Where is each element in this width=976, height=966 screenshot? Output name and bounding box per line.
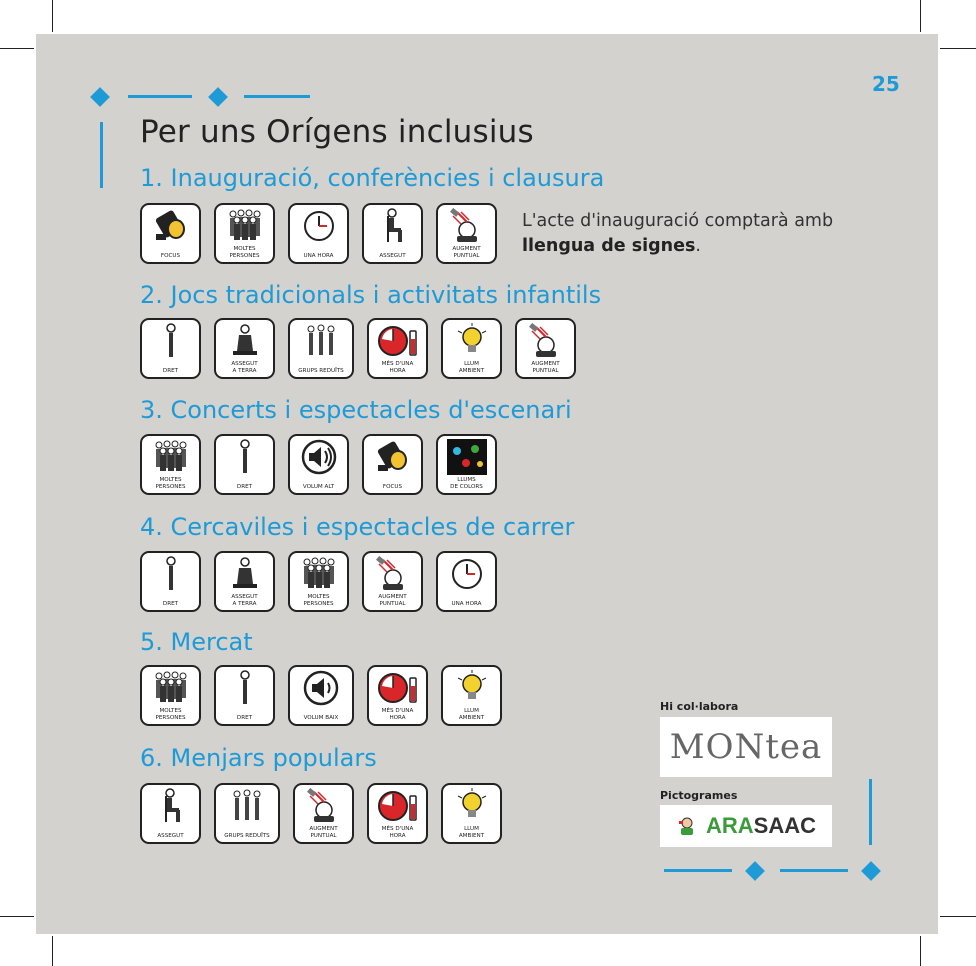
pictogram-card: [140, 203, 201, 264]
pictogram-label: UNA HORA: [451, 600, 482, 607]
spotlight-icon: [149, 208, 193, 244]
crop-mark: [940, 916, 976, 917]
section-heading: 2. Jocs tradicionals i activitats infantils: [140, 281, 602, 309]
pictogram-card: [140, 665, 201, 726]
pictogram-card: [362, 551, 423, 612]
pictogram-card: [436, 551, 497, 612]
section-heading: 1. Inauguració, conferències i clausura: [140, 164, 605, 192]
pictogram-label: MOLTES PERSONES: [155, 708, 186, 721]
page: [36, 34, 938, 934]
crop-mark: [52, 936, 53, 966]
crowd-icon: [223, 208, 267, 244]
noise-increase-icon: [371, 556, 415, 592]
pictogram-label: LLUMS DE COLORS: [450, 477, 483, 490]
volume-low-icon: [299, 670, 343, 706]
divider: [869, 779, 872, 845]
picto-row: [140, 318, 576, 379]
crop-mark: [52, 0, 53, 32]
diamond-icon: [745, 861, 765, 881]
pictogram-label: MÉS D'UNA HORA: [381, 708, 414, 721]
arasaac-mascot-icon: [676, 815, 698, 837]
pictogram-label: DRET: [236, 483, 253, 490]
pictogram-card: [214, 203, 275, 264]
light-bulb-icon: [450, 670, 494, 706]
pictogram-label: LLUM AMBIENT: [458, 826, 485, 839]
arasaac-ara: ARA: [705, 813, 754, 838]
diamond-icon: [861, 861, 881, 881]
pictogram-label: VOLUM ALT: [302, 483, 335, 490]
pictogram-label: DRET: [236, 714, 253, 721]
crop-mark: [940, 48, 976, 49]
arasaac-logo: [660, 805, 832, 847]
divider: [100, 122, 103, 188]
pictogram-label: GRUPS REDUÏTS: [224, 832, 270, 839]
sitting-floor-icon: [223, 323, 267, 359]
pictogram-card: [288, 665, 354, 726]
pictogram-card: [140, 783, 201, 844]
section-heading: 6. Menjars populars: [140, 744, 377, 772]
small-group-icon: [225, 788, 269, 824]
pictogram-card: [140, 551, 201, 612]
pictogram-label: FOCUS: [160, 252, 181, 259]
montea-logo-text: MONtea: [669, 727, 823, 767]
pictos-label: Pictogrames: [660, 789, 738, 802]
picto-row: [140, 783, 502, 844]
pictogram-label: VOLUM BAIX: [303, 714, 339, 721]
pictogram-card: [214, 434, 275, 495]
page-title: Per uns Orígens inclusius: [140, 114, 534, 150]
note-end: .: [695, 236, 701, 256]
seated-person-icon: [371, 208, 415, 244]
pictogram-card: [214, 551, 275, 612]
pictogram-label: LLUM AMBIENT: [458, 708, 485, 721]
montea-logo: [660, 717, 832, 777]
color-lights-icon: [445, 439, 489, 475]
divider: [244, 95, 310, 98]
divider: [664, 869, 732, 872]
pictogram-label: MOLTES PERSONES: [303, 594, 334, 607]
noise-increase-icon: [524, 323, 568, 359]
pictogram-card: [140, 434, 201, 495]
collab-label: Hi col·labora: [660, 700, 739, 713]
standing-person-icon: [149, 556, 193, 592]
pictogram-label: UNA HORA: [303, 252, 334, 259]
light-bulb-icon: [450, 788, 494, 824]
pictogram-label: AUGMENT PUNTUAL: [378, 594, 407, 607]
pictogram-card: [441, 318, 502, 379]
picto-row: [140, 434, 497, 495]
pictogram-card: [288, 318, 354, 379]
pictogram-card: [140, 318, 201, 379]
pictogram-label: FOCUS: [382, 483, 403, 490]
pictogram-card: [288, 434, 349, 495]
crowd-icon: [149, 439, 193, 475]
pictogram-label: AUGMENT PUNTUAL: [531, 361, 560, 374]
picto-row: [140, 665, 502, 726]
section-heading: 3. Concerts i espectacles d'escenari: [140, 396, 572, 424]
standing-person-icon: [223, 439, 267, 475]
standing-person-icon: [149, 323, 193, 359]
long-time-icon: [376, 670, 420, 706]
crowd-icon: [297, 556, 341, 592]
pictogram-label: MÉS D'UNA HORA: [381, 826, 414, 839]
crop-mark: [920, 0, 921, 32]
section-heading: 5. Mercat: [140, 628, 253, 656]
pictogram-label: DRET: [162, 600, 179, 607]
crop-mark: [0, 48, 34, 49]
pictogram-label: LLUM AMBIENT: [458, 361, 485, 374]
picto-row: [140, 203, 497, 264]
note-text: L'acte d'inauguració comptarà amb: [522, 211, 834, 231]
noise-increase-icon: [445, 208, 489, 244]
crop-mark: [920, 936, 921, 966]
spotlight-icon: [371, 439, 415, 475]
noise-increase-icon: [302, 788, 346, 824]
pictogram-card: [214, 665, 275, 726]
pictogram-card: [436, 203, 497, 264]
crop-mark: [0, 916, 34, 917]
pictogram-label: MOLTES PERSONES: [155, 477, 186, 490]
pictogram-label: ASSEGUT A TERRA: [231, 594, 258, 607]
note-bold: llengua de signes: [522, 236, 696, 256]
clock-icon: [297, 208, 341, 244]
pictogram-label: MÉS D'UNA HORA: [381, 361, 414, 374]
light-bulb-icon: [450, 323, 494, 359]
long-time-icon: [376, 788, 420, 824]
pictogram-card: [515, 318, 576, 379]
pictogram-card: [288, 203, 349, 264]
seated-person-icon: [149, 788, 193, 824]
crowd-icon: [149, 670, 193, 706]
pictogram-card: [436, 434, 497, 495]
pictogram-card: [362, 434, 423, 495]
divider: [780, 869, 848, 872]
pictogram-label: AUGMENT PUNTUAL: [452, 246, 481, 259]
pictogram-card: [367, 783, 428, 844]
page-number: 25: [872, 72, 900, 96]
note: [522, 209, 842, 259]
long-time-icon: [376, 323, 420, 359]
pictogram-card: [214, 783, 280, 844]
pictogram-card: [367, 665, 428, 726]
pictogram-label: AUGMENT PUNTUAL: [309, 826, 338, 839]
arasaac-logo-text: [706, 813, 816, 839]
pictogram-label: DRET: [162, 367, 179, 374]
pictogram-card: [441, 665, 502, 726]
diamond-icon: [90, 87, 110, 107]
pictogram-card: [214, 318, 275, 379]
pictogram-card: [362, 203, 423, 264]
picto-row: [140, 551, 497, 612]
clock-icon: [445, 556, 489, 592]
arasaac-saac: SAAC: [753, 813, 816, 838]
sitting-floor-icon: [223, 556, 267, 592]
section-heading: 4. Cercaviles i espectacles de carrer: [140, 513, 575, 541]
pictogram-label: ASSEGUT: [379, 252, 406, 259]
pictogram-label: ASSEGUT A TERRA: [231, 361, 258, 374]
pictogram-label: GRUPS REDUÏTS: [298, 367, 344, 374]
pictogram-label: ASSEGUT: [157, 832, 184, 839]
pictogram-card: [293, 783, 354, 844]
divider: [128, 95, 192, 98]
small-group-icon: [299, 323, 343, 359]
standing-person-icon: [223, 670, 267, 706]
pictogram-card: [367, 318, 428, 379]
pictogram-label: MOLTES PERSONES: [229, 246, 260, 259]
volume-high-icon: [297, 439, 341, 475]
pictogram-card: [288, 551, 349, 612]
diamond-icon: [208, 87, 228, 107]
pictogram-card: [441, 783, 502, 844]
